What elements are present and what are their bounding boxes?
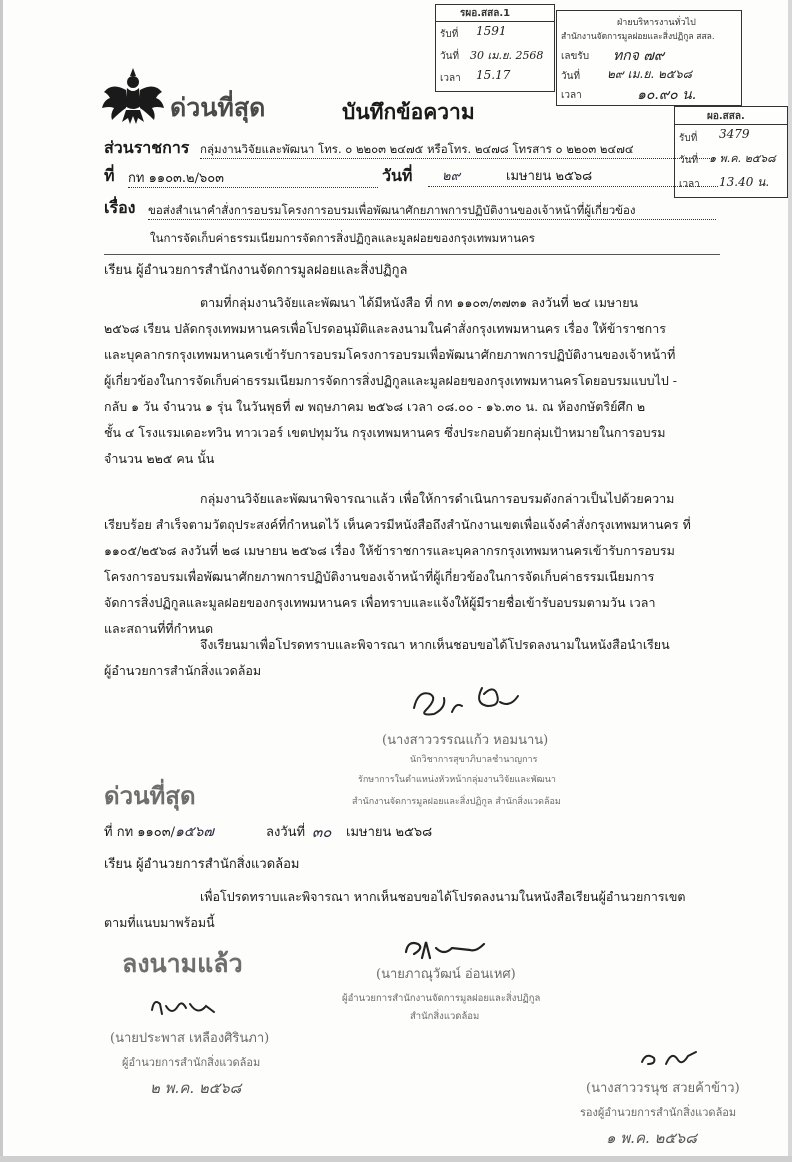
endorsement-urgency: ด่วนที่สุด [104, 782, 196, 810]
stamp3-value-3: 13.40 น. [719, 175, 770, 189]
stamp1-value-1: 1591 [476, 24, 507, 38]
signature-4-icon [636, 1046, 706, 1072]
p1-line-3: และบุคลากรกรุงเทพมหานครเข้ารับการอบรมโครงการอบรมเพื่อพัฒนาศักยภาพการปฏิบัติงานของเจ้าหน้าที่ [104, 347, 676, 362]
stamp3-title: ผอ.สสล. [707, 111, 745, 122]
signer3-name: (นายประพาส เหลืองศิรินภา) [110, 1031, 270, 1046]
stamp1-title: รผอ.สสล.1 [460, 8, 511, 19]
stamp3-label-1: รับที่ [679, 133, 698, 144]
stamp2-line2: สำนักงานจัดการมูลฝอยและสิ่งปฏิกูล สสล. [561, 32, 715, 42]
scan-bottom-edge [0, 1156, 792, 1162]
signer4-name: (นางสาววรนุช สวยค้าข้าว) [586, 1081, 740, 1096]
urgency-label: ด่วนที่สุด [170, 93, 266, 122]
stamp1-label-3: เวลา [440, 73, 461, 84]
date-rest: เมษายน ๒๕๖๘ [506, 169, 593, 184]
stamp3-label-3: เวลา [679, 179, 700, 190]
stamp2-label-2: วันที่ [561, 71, 581, 82]
stamp1-label-1: รับที่ [440, 29, 459, 40]
signature-1-icon [404, 678, 528, 722]
stamp1-label-2: วันที่ [440, 51, 460, 62]
agency-label: ส่วนราชการ [104, 138, 190, 157]
agency-value: กลุ่มงานวิจัยและพัฒนา โทร. ๐ ๒๒๐๓ ๒๔๗๕ หรือโทร. ๒๔๗๘ โทรสาร ๐ ๒๒๐๓ ๒๔๗๔ [200, 141, 716, 159]
endorsement-ref-number: ๑๕๖๗ [174, 824, 214, 840]
stamp2-value-3: ๑๐.๙๐ น. [637, 87, 697, 103]
p2-line-3: ๑๑๐๕/๒๕๖๘ ลงวันที่ ๒๘ เมษายน ๒๕๖๘ เรื่อง ให้ข้าราชการและบุคลากรกรุงเทพมหานครเข้ารับการอบรม [104, 543, 675, 558]
stamp1-value-2: 30 เม.ย. 2568 [470, 49, 544, 62]
endorsement-salutation: เรียน ผู้อำนวยการสำนักสิ่งแวดล้อม [104, 857, 300, 872]
p1-line-1: ตามที่กลุ่มงานวิจัยและพัฒนา ได้มีหนังสือ ที่ กท ๑๑๐๓/๓๗๓๑ ลงวันที่ ๒๔ เมษายน [200, 295, 639, 310]
p1-line-7: จำนวน ๒๒๕ คน นั้น [104, 451, 215, 466]
p2-line-6: และสถานที่ที่กำหนด [104, 621, 214, 636]
p1-line-6: ชั้น ๔ โรงแรมเดอะทวิน ทาวเวอร์ เขตปทุมวัน กรุงเทพมหานคร ซึ่งประกอบด้วยกลุ่มเป้าหมายในการอบรม [104, 425, 666, 440]
p1-line-4: ผู้เกี่ยวข้องในการจัดเก็บค่าธรรมเนียมการจัดการสิ่งปฏิกูลและมูลฝอยของกรุงเทพมหานครโดยอบรมแบบไป - [104, 373, 678, 388]
endorsement-dated-label: ลงวันที่ [266, 825, 306, 840]
p2-line-4: โครงการอบรมเพื่อพัฒนาศักยภาพการปฏิบัติงานของเจ้าหน้าที่ผู้เกี่ยวข้องในการจัดเก็บค่าธรรมเนียมการ [104, 569, 655, 584]
signer2-position-1: ผู้อำนวยการสำนักงานจัดการมูลฝอยและสิ่งปฏิกูล [342, 993, 541, 1004]
receipt-stamp-2 [556, 10, 742, 106]
p3-line-1: จึงเรียนมาเพื่อโปรดทราบและพิจารณา หากเห็นชอบขอได้โปรดลงนามในหนังสือนำเรียน [200, 637, 670, 652]
date-day: ๒๙ [442, 169, 461, 184]
signer1-position-2: รักษาการในตำแหน่งหัวหน้ากลุ่มงานวิจัยและพัฒนา [358, 775, 556, 785]
p3-line-2: ผู้อำนวยการสำนักสิ่งแวดล้อม [104, 663, 262, 678]
endorsement-ref [104, 824, 214, 841]
stamp2-label-1: เลขรับ [561, 51, 590, 62]
stamp1-value-3: 15.17 [476, 68, 511, 82]
signer1-position-3: สำนักงานจัดการมูลฝอยและสิ่งปฏิกูล สำนักสิ่งแวดล้อม [352, 797, 561, 807]
signed-stamp: ลงนามแล้ว [122, 949, 243, 978]
subject-label: เรื่อง [104, 198, 136, 217]
date-field [428, 168, 718, 187]
stamp2-value-2: ๒๙ เม.ย. ๒๕๖๘ [607, 67, 692, 81]
scan-right-edge [788, 0, 792, 1162]
stamp2-value-1: ทกจ ๗๙ [613, 48, 665, 64]
memo-title: บันทึกข้อความ [342, 100, 475, 124]
stamp3-value-1: 3479 [719, 127, 750, 141]
signer3-position: ผู้อำนวยการสำนักสิ่งแวดล้อม [122, 1056, 261, 1069]
ref-value: กท ๑๑๐๓.๒/๖๐๓ [128, 170, 378, 188]
date-label: วันที่ [382, 166, 413, 185]
salutation: เรียน ผู้อำนวยการสำนักงานจัดการมูลฝอยและสิ่งปฏิกูล [104, 263, 408, 278]
signer4-position: รองผู้อำนวยการสำนักสิ่งแวดล้อม [580, 1106, 737, 1119]
subject-line-1: ขอส่งสำเนาคำสั่งการอบรมโครงการอบรมเพื่อพัฒนาศักยภาพการปฏิบัติงานของเจ้าหน้าที่ผู้เกี่ยวข้อง [148, 202, 716, 220]
p2-line-1: กลุ่มงานวิจัยและพัฒนาพิจารณาแล้ว เพื่อให้การดำเนินการอบรมดังกล่าวเป็นไปด้วยความ [200, 491, 675, 506]
p2-line-5: จัดการสิ่งปฏิกูลและมูลฝอยของกรุงเทพมหานคร เพื่อทราบและแจ้งให้ผู้มีรายชื่อเข้ารับอบรมตามวัน เวลา [104, 595, 656, 610]
signer2-name: (นายภาณุวัฒน์ อ่อนเหศ) [376, 967, 516, 982]
garuda-emblem-icon [100, 64, 166, 126]
signature-3-icon [148, 994, 218, 1020]
endorsement-ref-prefix: ที่ กท ๑๑๐๓/ [104, 825, 175, 840]
endorsement-text-2: ตามที่แนบมาพร้อมนี้ [104, 915, 215, 930]
stamp3-label-2: วันที่ [679, 155, 699, 166]
stamp2-label-3: เวลา [561, 90, 582, 101]
ref-label: ที่ [104, 166, 115, 185]
endorsement-dated-rest: เมษายน ๒๕๖๘ [346, 825, 433, 840]
header-divider [104, 254, 720, 255]
signer4-date: ๑ พ.ค. ๒๕๖๘ [606, 1129, 697, 1147]
signer3-date: ๒ พ.ค. ๒๕๖๘ [150, 1079, 242, 1097]
signature-2-icon [400, 934, 490, 964]
stamp3-value-2: ๑ พ.ค. ๒๕๖๘ [709, 152, 776, 165]
endorsement-dated-day: ๓๐ [312, 823, 332, 841]
p1-line-5: กลับ ๑ วัน จำนวน ๑ รุ่น ในวันพุธที่ ๗ พฤษภาคม ๒๕๖๘ เวลา ๐๘.๐๐ - ๑๖.๓๐ น. ณ ห้องกษัตริย์ศึก ๒ [104, 399, 646, 414]
scan-left-edge [0, 0, 3, 1162]
endorsement-text-1: เพื่อโปรดทราบและพิจารณา หากเห็นชอบขอได้โปรดลงนามในหนังสือเรียนผู้อำนวยการเขต [200, 889, 686, 904]
signer1-name: (นางสาววรรณแก้ว หอมนาน) [382, 733, 549, 748]
subject-line-2: ในการจัดเก็บค่าธรรมเนียมการจัดการสิ่งปฏิกูลและมูลฝอยของกรุงเทพมหานคร [150, 231, 535, 245]
p1-line-2: ๒๕๖๘ เรียน ปลัดกรุงเทพมหานครเพื่อโปรดอนุมัติและลงนามในคำสั่งกรุงเทพมหานคร เรื่อง ให้ข้าราชการ [104, 321, 666, 336]
stamp2-line1: ฝ่ายบริหารงานทั่วไป [617, 18, 696, 28]
receipt-stamp-1 [435, 4, 555, 92]
p2-line-2: เรียบร้อย สำเร็จตามวัตถุประสงค์ที่กำหนดไว้ เห็นควรมีหนังสือถึงสำนักงานเขตเพื่อแจ้งคำสั่งกรุงเทพมหานคร ที่ [104, 517, 691, 532]
signer2-position-2: สำนักสิ่งแวดล้อม [410, 1011, 480, 1022]
signer1-position-1: นักวิชาการสุขาภิบาลชำนาญการ [410, 755, 538, 765]
